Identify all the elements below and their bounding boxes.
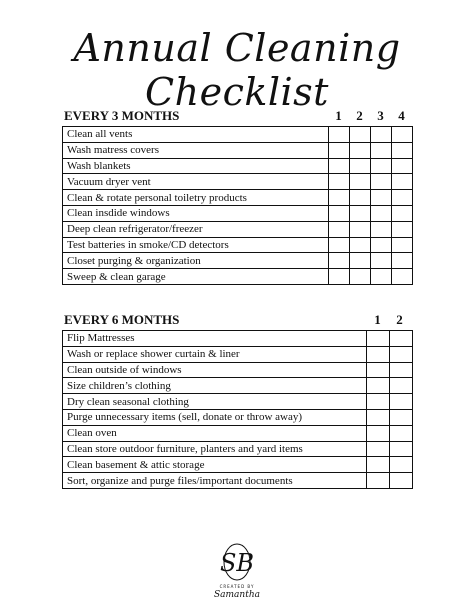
checklist-table: [62, 126, 413, 285]
checkbox-3[interactable]: [371, 158, 392, 174]
task-label: Dry clean seasonal clothing: [63, 394, 367, 410]
checkbox-4[interactable]: [392, 174, 413, 190]
checkbox-2[interactable]: [350, 174, 371, 190]
checkbox-1[interactable]: [329, 127, 350, 143]
task-label: Wash or replace shower curtain & liner: [63, 346, 367, 362]
checkbox-3[interactable]: [371, 174, 392, 190]
checkbox-4[interactable]: [392, 221, 413, 237]
checkbox-4[interactable]: [392, 127, 413, 143]
section-header: [62, 108, 412, 126]
checklist-row: [63, 346, 413, 362]
checkbox-2[interactable]: [350, 237, 371, 253]
brand-logo: [212, 541, 262, 601]
checkbox-1[interactable]: [367, 441, 390, 457]
checkbox-2[interactable]: [350, 190, 371, 206]
checklist-row: [63, 174, 413, 190]
section-header: [62, 312, 412, 330]
checkbox-2[interactable]: [390, 457, 413, 473]
checklist-row: [63, 378, 413, 394]
checkbox-2[interactable]: [350, 269, 371, 285]
logo-signature: Samantha: [213, 590, 261, 600]
checkbox-1[interactable]: [367, 409, 390, 425]
checkbox-1[interactable]: [329, 253, 350, 269]
checklist-row: [63, 457, 413, 473]
checkbox-1[interactable]: [367, 394, 390, 410]
checkbox-3[interactable]: [371, 269, 392, 285]
checkbox-1[interactable]: [329, 174, 350, 190]
task-label: Wash blankets: [63, 158, 329, 174]
task-label: Clean store outdoor furniture, planters and yard items: [63, 441, 367, 457]
checkbox-1[interactable]: [367, 331, 390, 347]
column-number: 1: [374, 312, 381, 327]
task-label: Sort, organize and purge files/important documents: [63, 473, 367, 489]
checkbox-1[interactable]: [367, 362, 390, 378]
checkbox-4[interactable]: [392, 190, 413, 206]
column-number: 4: [398, 108, 405, 123]
section-every-6-months: [62, 312, 412, 489]
task-label: Clean insdide windows: [63, 205, 329, 221]
checkbox-3[interactable]: [371, 237, 392, 253]
task-label: Flip Mattresses: [63, 331, 367, 347]
checkbox-2[interactable]: [350, 253, 371, 269]
checkbox-3[interactable]: [371, 221, 392, 237]
checklist-row: [63, 269, 413, 285]
checkbox-2[interactable]: [390, 425, 413, 441]
task-label: Sweep & clean garage: [63, 269, 329, 285]
checkbox-3[interactable]: [371, 127, 392, 143]
task-label: Clean outside of windows: [63, 362, 367, 378]
column-number: 1: [335, 108, 342, 123]
checkbox-1[interactable]: [367, 457, 390, 473]
checkbox-3[interactable]: [371, 253, 392, 269]
checkbox-4[interactable]: [392, 237, 413, 253]
task-label: Purge unnecessary items (sell, donate or throw away): [63, 409, 367, 425]
checkbox-2[interactable]: [390, 394, 413, 410]
column-number: 2: [356, 108, 363, 123]
checklist-row: [63, 362, 413, 378]
checklist-row: [63, 253, 413, 269]
page-title: Annual Cleaning Checklist: [73, 26, 401, 114]
checkbox-2[interactable]: [350, 205, 371, 221]
checkbox-1[interactable]: [367, 473, 390, 489]
checkbox-4[interactable]: [392, 253, 413, 269]
checklist-row: [63, 158, 413, 174]
checkbox-4[interactable]: [392, 269, 413, 285]
checkbox-2[interactable]: [390, 441, 413, 457]
checklist-row: [63, 473, 413, 489]
checkbox-2[interactable]: [390, 473, 413, 489]
checklist-table: [62, 330, 413, 489]
task-label: Clean all vents: [63, 127, 329, 143]
section-heading: EVERY 3 MONTHS: [64, 108, 180, 123]
checklist-row: [63, 394, 413, 410]
checkbox-1[interactable]: [329, 190, 350, 206]
checkbox-1[interactable]: [329, 158, 350, 174]
checkbox-2[interactable]: [390, 346, 413, 362]
checklist-row: [63, 221, 413, 237]
task-label: Size children’s clothing: [63, 378, 367, 394]
logo-tagline: CREATED BY: [219, 584, 255, 589]
checkbox-2[interactable]: [390, 362, 413, 378]
checklist-row: [63, 190, 413, 206]
checkbox-1[interactable]: [329, 237, 350, 253]
section-heading: EVERY 6 MONTHS: [64, 312, 180, 327]
column-number: 2: [396, 312, 403, 327]
checklist-row: [63, 425, 413, 441]
checkbox-4[interactable]: [392, 142, 413, 158]
checkbox-1[interactable]: [329, 269, 350, 285]
checkbox-2[interactable]: [390, 409, 413, 425]
checklist-row: [63, 331, 413, 347]
checkbox-2[interactable]: [350, 142, 371, 158]
checkbox-2[interactable]: [390, 378, 413, 394]
checkbox-1[interactable]: [329, 221, 350, 237]
checkbox-1[interactable]: [367, 346, 390, 362]
checkbox-4[interactable]: [392, 205, 413, 221]
section-every-3-months: [62, 108, 412, 285]
checklist-row: [63, 127, 413, 143]
checkbox-2[interactable]: [390, 331, 413, 347]
task-label: Deep clean refrigerator/freezer: [63, 221, 329, 237]
checkbox-3[interactable]: [371, 190, 392, 206]
checklist-row: [63, 409, 413, 425]
column-number: 3: [377, 108, 384, 123]
task-label: Wash matress covers: [63, 142, 329, 158]
checklist-row: [63, 205, 413, 221]
checklist-row: [63, 237, 413, 253]
task-label: Vacuum dryer vent: [63, 174, 329, 190]
checkbox-2[interactable]: [350, 158, 371, 174]
checkbox-4[interactable]: [392, 158, 413, 174]
task-label: Clean oven: [63, 425, 367, 441]
checklist-row: [63, 142, 413, 158]
checkbox-2[interactable]: [350, 127, 371, 143]
task-label: Test batteries in smoke/CD detectors: [63, 237, 329, 253]
monogram-logo-icon: [212, 541, 262, 601]
task-label: Closet purging & organization: [63, 253, 329, 269]
checkbox-1[interactable]: [367, 425, 390, 441]
task-label: Clean basement & attic storage: [63, 457, 367, 473]
checkbox-1[interactable]: [367, 378, 390, 394]
checklist-row: [63, 441, 413, 457]
task-label: Clean & rotate personal toiletry products: [63, 190, 329, 206]
logo-monogram: SB: [219, 549, 255, 577]
checkbox-1[interactable]: [329, 205, 350, 221]
checkbox-3[interactable]: [371, 142, 392, 158]
checkbox-1[interactable]: [329, 142, 350, 158]
checkbox-3[interactable]: [371, 205, 392, 221]
checkbox-2[interactable]: [350, 221, 371, 237]
